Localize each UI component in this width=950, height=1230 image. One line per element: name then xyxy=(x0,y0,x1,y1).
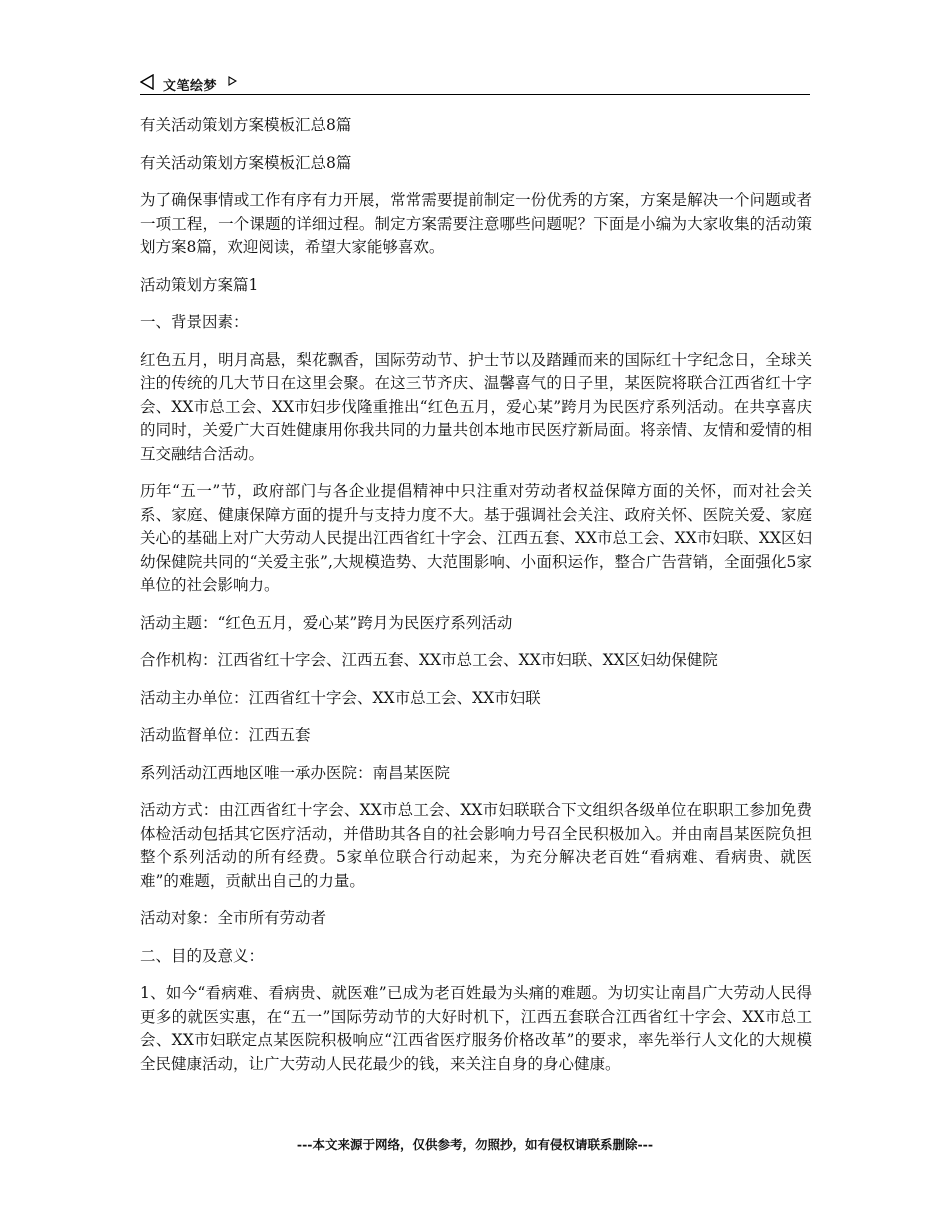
section-heading: 活动策划方案篇1 xyxy=(140,275,259,294)
paragraph: 系列活动江西地区唯一承办医院：南昌某医院 xyxy=(140,763,451,782)
paragraph: 1、如今“看病难、看病贵、就医难”已成为老百姓最为头痛的难题。为切实让南昌广大劳动人民得更多的就医实惠，在“五一”国际劳动节的大好时机下，江西五套联合江西省红十字会、XX市总工会、XX市妇联定点某医院积极响应“江西省医疗服务价格改革”的要求，率先举行人文化的大规模全民健康活动，让广大劳动人民花最少的钱，来关注自身的身心健康。 xyxy=(140,984,812,1073)
brand-name: 文笔绘梦 xyxy=(163,79,218,94)
paragraph: 合作机构：江西省红十字会、江西五套、XX市总工会、XX市妇联、XX区妇幼保健院 xyxy=(140,651,718,669)
page-header xyxy=(140,72,810,95)
paragraph: 活动方式：由江西省红十字会、XX市总工会、XX市妇联联合下文组织各级单位在职职工参加免费体检活动包括其它医疗活动，并借助其各自的社会影响力号召全民积极加入。并由南昌某医院负担整个系列活动的所有经费。5家单位联合行动起来，为充分解决老百姓“看病难、看病贵、就医难”的难题，贡献出自己的力量。 xyxy=(140,801,812,890)
triangle-left-icon xyxy=(140,74,154,90)
triangle-right-icon xyxy=(228,76,237,86)
document-subtitle: 有关活动策划方案模板汇总8篇 xyxy=(140,153,352,172)
paragraph: 活动监督单位：江西五套 xyxy=(140,726,311,744)
paragraph: 红色五月，明月高悬，梨花飘香，国际劳动节、护士节以及踏踵而来的国际红十字纪念日，全球关注的传统的几大节日在这里会聚。在这三节齐庆、温馨喜气的日子里，某医院将联合江西省红十字会、XX市总工会、XX市妇步伐隆重推出“红色五月，爱心某”跨月为民医疗系列活动。在共享喜庆的同时，关爱广大百姓健康用你我共同的力量共创本地市民医疗新局面。将亲情、友情和爱情的相互交融结合活动。 xyxy=(140,350,812,463)
paragraph: 为了确保事情或工作有序有力开展，常常需要提前制定一份优秀的方案，方案是解决一个问题或者一项工程，一个课题的详细过程。制定方案需要注意哪些问题呢？下面是小编为大家收集的活动策划方案8篇，欢迎阅读，希望大家能够喜欢。 xyxy=(140,191,812,256)
section-heading: 一、背景因素： xyxy=(140,313,249,331)
document-body xyxy=(140,114,812,1090)
paragraph: 活动主办单位：江西省红十字会、XX市总工会、XX市妇联 xyxy=(140,688,541,707)
paragraph: 活动主题：“红色五月，爱心某”跨月为民医疗系列活动 xyxy=(140,613,513,632)
paragraph: 活动对象：全市所有劳动者 xyxy=(140,909,327,927)
document-title: 有关活动策划方案模板汇总8篇 xyxy=(140,116,352,134)
footer-notice: ---本文来源于网络，仅供参考，勿照抄，如有侵权请联系删除--- xyxy=(296,1137,654,1152)
paragraph: 历年“五一”节，政府部门与各企业提倡精神中只注重对劳动者权益保障方面的关怀，而对社会关系、家庭、健康保障方面的提升与支持力度不大。基于强调社会关注、政府关怀、医院关爱、家庭关心的基础上对广大劳动人民提出江西省红十字会、江西五套、XX市总工会、XX市妇联、XX区妇幼保健院共同的“关爱主张”,大规模造势、大范围影响、小面积运作，整合广告营销，全面强化5家单位的社会影响力。 xyxy=(140,482,812,594)
section-heading: 二、目的及意义： xyxy=(140,946,265,965)
